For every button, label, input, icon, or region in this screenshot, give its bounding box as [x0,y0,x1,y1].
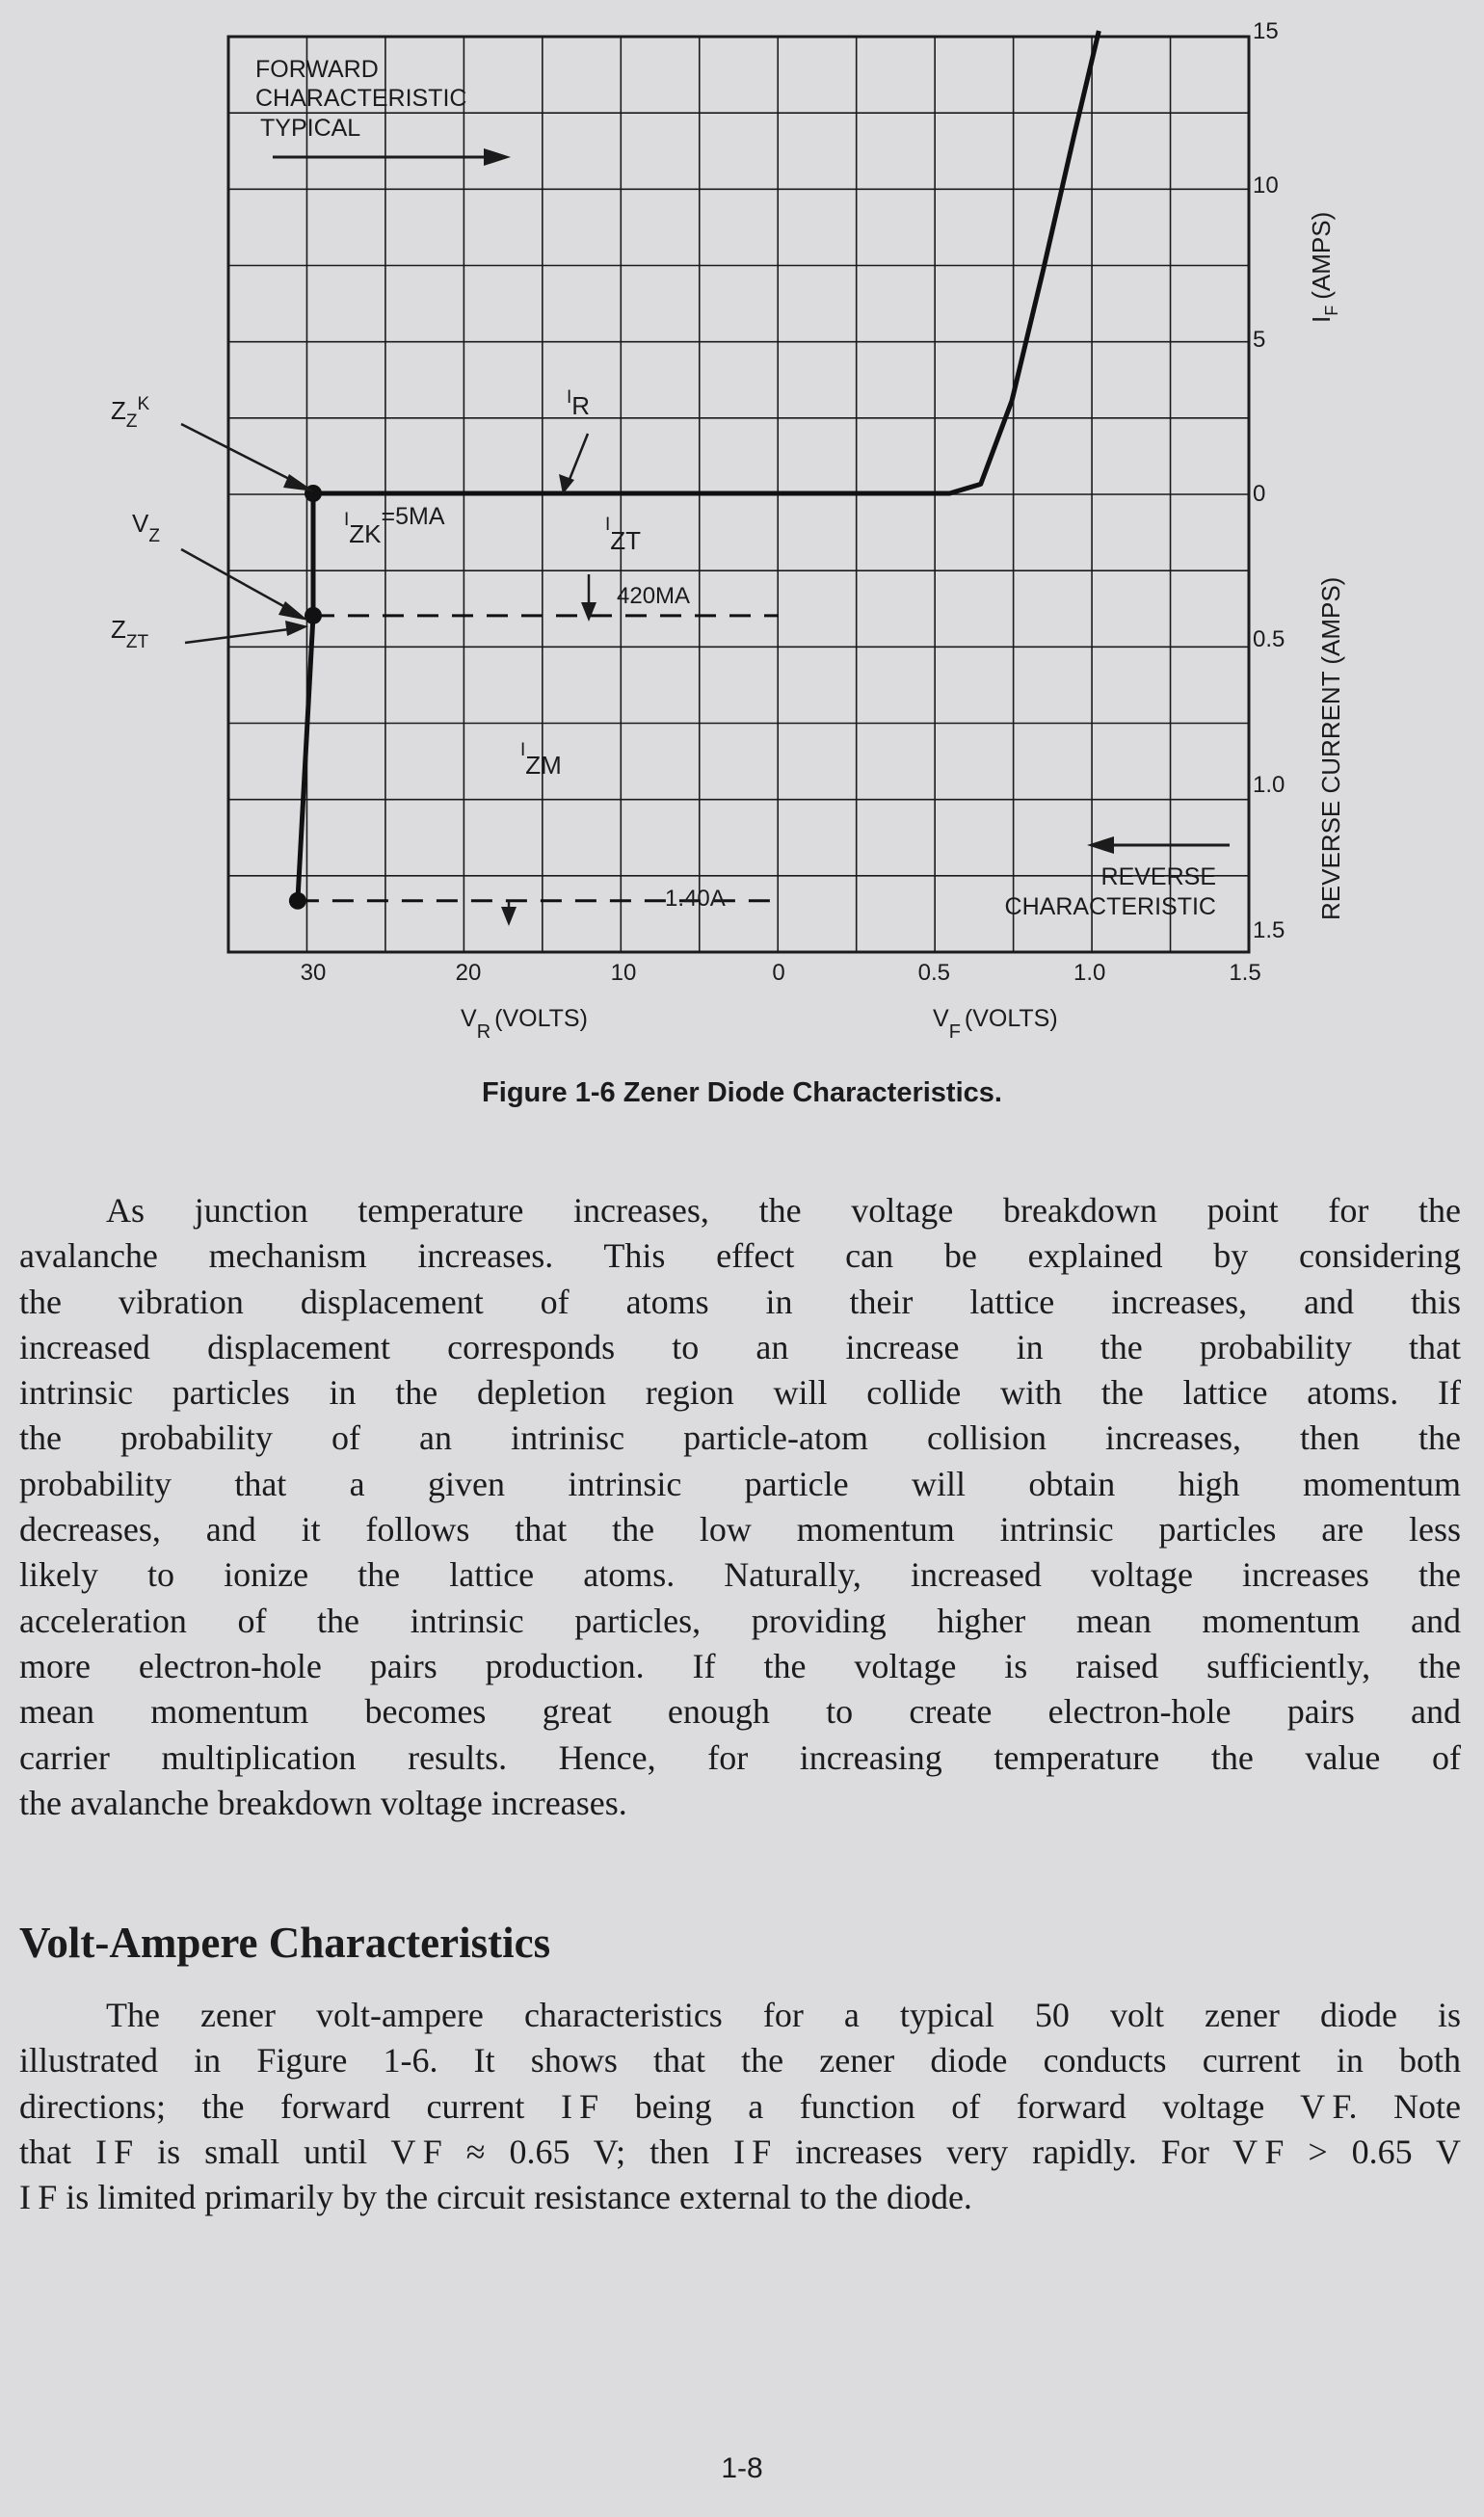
text-line: I F is limited primarily by the circuit resistance external to the diode. [19,2178,972,2217]
zzk-label: $Z_Z^K$ [111,394,150,432]
reverse-current-tick-label: 1.5 [1253,917,1285,943]
figure-caption: Figure 1-6 Zener Diode Characteristics. [482,1077,1002,1108]
text-line: the probability of an intrinisc particle-atom collision increases, then the [19,1418,1461,1458]
text-line: mean momentum becomes great enough to create electron-hole pairs and [19,1692,1461,1732]
reverse-current-tick-label: 0.5 [1253,626,1285,652]
reverse-voltage-tick-label: 10 [610,960,637,986]
forward-arrow [273,148,511,166]
text-line: the avalanche breakdown voltage increases. [19,1783,627,1822]
forward-current-tick-label: 5 [1253,327,1266,353]
zener-characteristics-figure [0,0,1484,1118]
forward-current-tick-label: 10 [1253,172,1279,199]
text-line: increased displacement corresponds to an increase in the probability that [19,1327,1461,1366]
forward-label-line-1: FORWARD [255,56,379,83]
body-paragraph-2 [19,1993,1461,2220]
reverse-current-tick-label: 1.0 [1253,772,1285,798]
forward-voltage-tick-label: 1.5 [1229,960,1261,986]
reverse-arrow [1087,836,1230,854]
reverse-voltage-tick-label: 0 [772,960,785,986]
reverse-voltage-tick-label: 20 [455,960,482,986]
forward-voltage-tick-label: 0.5 [917,960,951,986]
reverse-characteristic-curve [298,493,779,901]
body-paragraph-1 [19,1188,1461,1826]
reverse-voltage-tick-label: 30 [300,960,327,986]
forward-current-tick-label: 0 [1253,481,1266,507]
chart-ticks [301,18,1285,986]
izt-label: IZT [605,515,642,555]
text-line: The zener volt-ampere characteristics for a typical 50 volt zener diode is [106,1996,1461,2034]
text-line: avalanche mechanism increases. This effect can be explained by considering [19,1236,1461,1276]
forward-label-line-3: TYPICAL [260,115,361,142]
vz-label: $V_Z$ [132,509,160,546]
forward-voltage-tick-label: 1.0 [1073,960,1106,986]
text-line: likely to ionize the lattice atoms. Naturally, increased voltage increases the [19,1555,1461,1595]
ir-label: IR [567,387,591,420]
izm-point [289,892,306,910]
text-line: intrinsic particles in the depletion region will collide with the lattice atoms. If [19,1373,1461,1413]
izk-label: IZK=5MA [344,503,445,548]
vz-point [305,607,322,624]
text-line: that I F is small until V F ≈ 0.65 V; then I F increases very rapidly. For V F > 0.65 V [19,2132,1461,2171]
forward-current-axis-label: $I_F(AMPS)$ [1307,211,1341,323]
chart-marks [289,485,779,910]
chart-curves [298,31,1099,901]
text-line: the vibration displacement of atoms in their lattice increases, and this [19,1282,1461,1321]
page-number: 1-8 [721,2452,763,2484]
text-line: acceleration of the intrinsic particles, providing higher mean momentum and [19,1601,1461,1640]
forward-label-line-2: CHARACTERISTIC [255,85,467,112]
text-line: illustrated in Figure 1-6. It shows that the zener diode conducts current in both [19,2041,1461,2080]
text-line: As junction temperature increases, the voltage breakdown point for the [106,1191,1461,1230]
text-line: directions; the forward current I F being a function of forward voltage V F. Note [19,2086,1461,2126]
reverse-label-line-2: CHARACTERISTIC [1004,893,1216,920]
text-line: decreases, and it follows that the low momentum intrinsic particles are less [19,1510,1461,1550]
forward-characteristic-curve [779,31,1099,493]
forward-current-tick-label: 15 [1253,18,1279,44]
text-line: carrier multiplication results. Hence, for increasing temperature the value of [19,1737,1461,1777]
text-line: more electron-hole pairs production. If the voltage is raised sufficiently, the [19,1646,1461,1685]
reverse-current-axis-label: REVERSE CURRENT (AMPS) [1316,576,1345,920]
section-heading: Volt-Ampere Characteristics [19,1919,551,1967]
text-line: probability that a given intrinsic particle will obtain high momentum [19,1464,1461,1503]
reverse-label-line-1: REVERSE [1100,863,1216,890]
reverse-voltage-axis-label: $V_R$ (VOLTS) [461,1005,588,1043]
annotation-arrows [181,424,596,926]
izt-value: 420MA [617,583,691,609]
izm-value: 1.40A [665,886,726,912]
zzt-label: $Z_{ZT}$ [111,615,149,652]
izm-label: IZM [520,740,562,780]
forward-voltage-axis-label: $V_F$ (VOLTS) [933,1005,1058,1043]
